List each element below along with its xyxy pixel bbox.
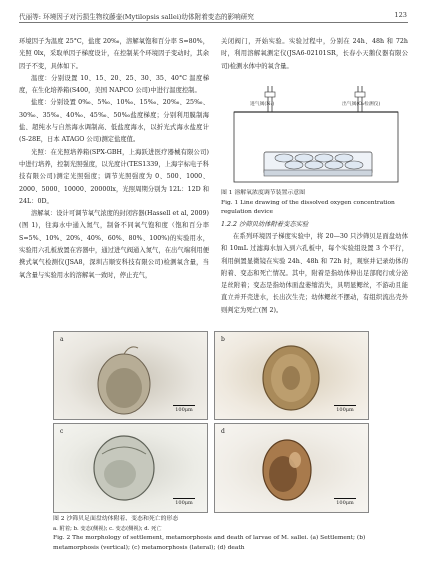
figure-2-panel-d [214, 423, 369, 513]
figure-2-panel-b [214, 331, 369, 420]
left-column [19, 36, 209, 341]
figure-2-panel-c [53, 423, 208, 513]
scale-bar-c: 100μm [173, 498, 195, 506]
panel-label-a: a [60, 336, 64, 343]
figure-1-caption-cn: 图 1 溶解氧浓度调节装置示意图 [221, 190, 306, 196]
right-column-intro: 关闭阀门，开始实验。实验过程中，分别在 24h、48h 和 72h 时，利用溶解氧测定仪(JSA6-02101SR，长春小天鹅仪器有限公司)检测水体中的氧含量。 [221, 38, 408, 70]
running-header: 代丽等: 环境因子对污损生物纹藤壶(Mytilopsis sallei)幼体附着变态的影响研究 [19, 13, 254, 21]
page-number: 123 [394, 11, 407, 19]
outlet-valve-label: 出气阀(O₂检测仪) [342, 102, 381, 107]
paragraph: 光照：在光照培养箱(SPX-GBH，上海跃进医疗器械有限公司)中进行培养，控制光照强度，以光度计(TES1339，上海宇标电子科技有限公司)测定光照强度；调节光照强度为 0、500、1000、2000、5000、10000、20000lx，光照周期分别为 12L：12D 和 24L：0D。 [19, 148, 209, 205]
figure-2-caption-sub: a. 附着; b. 变态(侧视); c. 变态(侧视); d. 死亡 [53, 525, 162, 532]
figure-1-caption-en: Fig. 1 Line drawing of the dissolved oxygen concentration regulation device [221, 199, 395, 216]
figure-1-diagram [228, 82, 404, 186]
panel-label-b: b [221, 336, 225, 343]
header-rule [19, 22, 408, 23]
section-heading: 1.2.2 沙筛贝幼体附着变态实验 [221, 221, 309, 228]
oxygen-device-drawing [228, 82, 404, 186]
section-body: 在系列环境因子梯度实验中，将 20—30 只沙筛贝足面盘幼体和 10mL 过滤海水加入到六孔板中，每个实验组设置 3 个平行，利用倒置显微镜在实验 24h、48h 和 72h 时，观察并记录幼体的附着、变态和死亡情况。其中，附着是指幼体伸出足部爬行或分泌足丝附着；变态是指幼体面盘萎缩消失，具明显鳃丝，不游动且能直立并开壳进水，长出次生壳；幼体鳃丝不摆动，有组织流出壳外则判定为死亡(图 2)。 [221, 233, 408, 314]
scale-bar-b: 100μm [334, 405, 356, 413]
panel-label-c: c [60, 428, 64, 435]
inlet-valve-label: 进气阀(N₂) [250, 102, 275, 107]
figure-2-caption-cn: 图 2 沙筛贝足面盘幼体附着、变态和死亡的形态 [53, 516, 179, 522]
figure-2-caption [53, 515, 411, 553]
paragraph: 环境因子为温度 25°C，盐度 20‰，溶解氧饱和百分率 S=80%，光照 0lx，采取单因子梯度设计，在控制某个环境因子变动时，其余因子不变，具体如下。 [19, 38, 209, 70]
figure-1-caption [221, 189, 409, 218]
scale-bar-a: 100μm [173, 405, 195, 413]
paragraph: 盐度：分别设置 0‰、5‰、10‰、15‰、20‰、25‰、30‰、35‰、40‰、45‰、50‰盐度梯度；分别利用膜制海盐、超纯水与自然海水调制高、低盐度海水，以折光式海水盐度计(S-28E，日本 ATAGO 公司)测定盐度值。 [19, 99, 209, 144]
figure-2-panel-a [53, 331, 208, 420]
scale-bar-d: 100μm [334, 498, 356, 506]
panel-label-d: d [221, 428, 225, 435]
paragraph: 温度：分别设置 10、15、20、25、30、35、40°C 温度梯度，在生化培养箱(S400，美国 NAPCO 公司)中进行温度控制。 [19, 74, 209, 95]
figure-2-caption-en: Fig. 2 The morphology of settlement, metamorphosis and death of larvae of M. sallei. (a) Settlement; (b) metamorphosis (vertical); (c) metamorphosis (lateral); (d) death [53, 535, 366, 551]
paragraph: 溶解氧：设计可调节氧气浓度的封闭容器(Hassell et al, 2009)(图 1)，往海水中通入氮气，制备不同氧气饱和度（饱和百分率 S=5%、10%、20%、40%、60%、80%、100%)的实验用水，实验用六孔板放置在容器中，通过进气阀通入氮气，在出气端利用便携式氧气检测仪(JSA8，深圳吉顺安科技有限公司)检测氧含量，当氧含量与实验用水的溶解氧一致时，停止充气， [19, 210, 209, 279]
